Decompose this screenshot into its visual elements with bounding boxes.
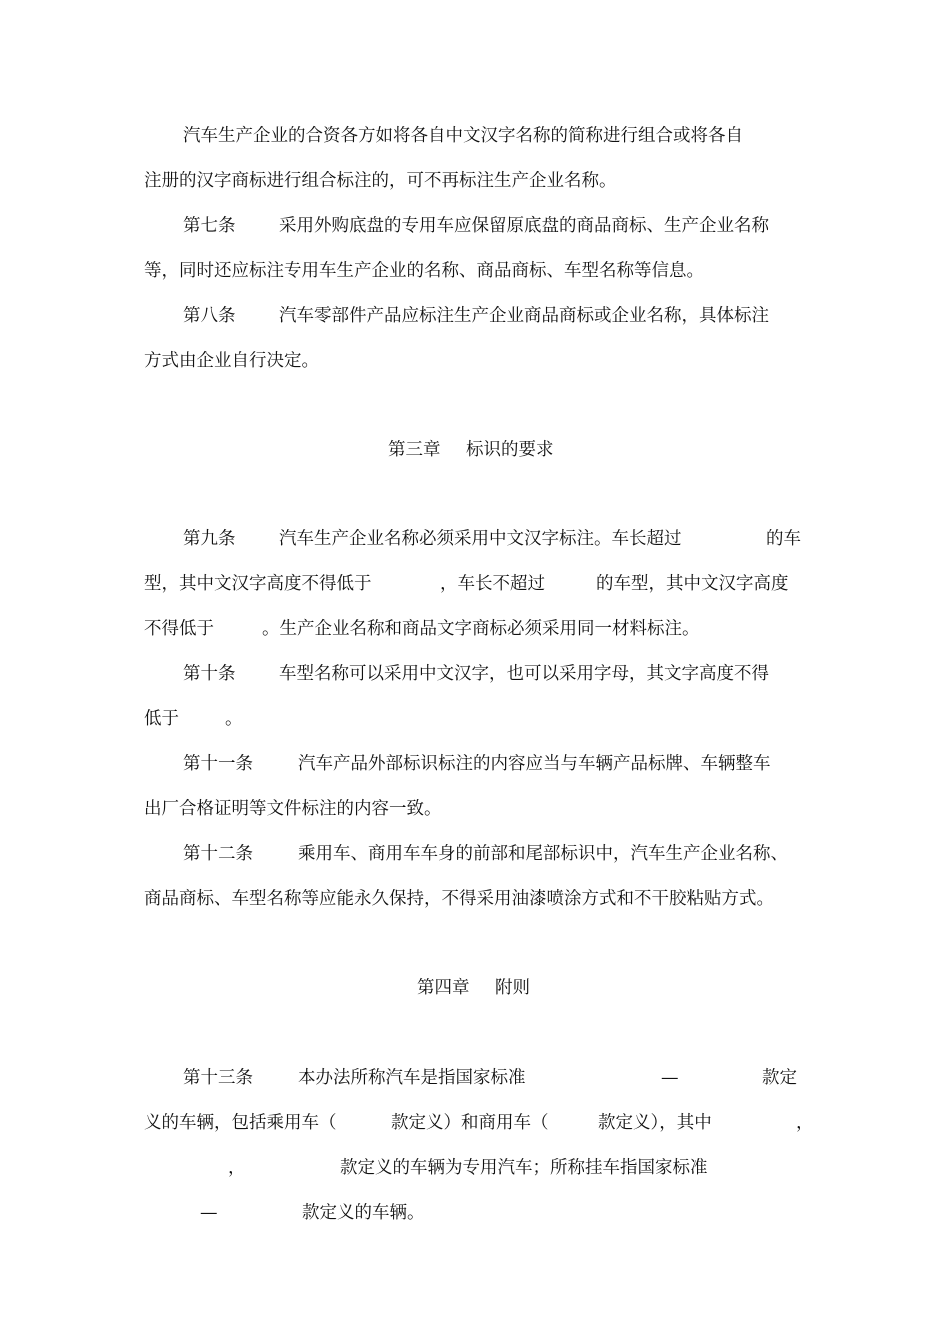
text-segment: 第九条	[183, 529, 236, 549]
text-segment: 款定	[762, 1068, 797, 1088]
text-segment: 款定义的车辆。	[302, 1203, 425, 1223]
text-segment: 型，其中文汉字高度不得低于	[144, 574, 372, 594]
text-segment: 第七条	[183, 216, 236, 236]
text-segment: 汽车生产企业的合资各方如将各自中文汉字名称的简称进行组合或将各自	[183, 126, 743, 146]
text-segment: 汽车生产企业名称必须采用中文汉字标注。车长超过	[279, 529, 682, 549]
text-segment: 的车	[766, 529, 801, 549]
text-segment: ，	[228, 1158, 246, 1178]
text-segment: 汽车零部件产品应标注生产企业商品商标或企业名称，具体标注	[279, 306, 769, 326]
text-segment: 标识的要求	[466, 440, 554, 460]
text-segment: 第十一条	[183, 754, 253, 774]
text-segment: 第十三条	[183, 1068, 253, 1088]
text-segment: 第十二条	[183, 844, 253, 864]
text-segment: 乘用车、商用车车身的前部和尾部标识中，汽车生产企业名称、	[298, 844, 788, 864]
text-segment: 出厂合格证明等文件标注的内容一致。	[144, 799, 442, 819]
text-segment: —	[661, 1068, 679, 1088]
text-segment: 车型名称可以采用中文汉字，也可以采用字母，其文字高度不得	[279, 664, 769, 684]
text-segment: 附则	[495, 978, 530, 998]
text-segment: 等，同时还应标注专用车生产企业的名称、商品商标、车型名称等信息。	[144, 261, 704, 281]
text-segment: 款定义）和商用车（	[391, 1113, 549, 1133]
text-segment: 汽车产品外部标识标注的内容应当与车辆产品标牌、车辆整车	[298, 754, 771, 774]
text-segment: 第四章	[417, 978, 470, 998]
text-segment: 。生产企业名称和商品文字商标必须采用同一材料标注。	[262, 619, 700, 639]
text-segment: —	[200, 1203, 218, 1223]
text-segment: 款定义），其中	[598, 1113, 712, 1133]
text-segment: 义的车辆，包括乘用车（	[144, 1113, 337, 1133]
text-segment: 款定义的车辆为专用汽车；所称挂车指国家标准	[340, 1158, 708, 1178]
text-segment: 。	[225, 709, 243, 729]
text-segment: 本办法所称汽车是指国家标准	[298, 1068, 526, 1088]
text-segment: 的车型，其中文汉字高度	[596, 574, 789, 594]
text-segment: 注册的汉字商标进行组合标注的，可不再标注生产企业名称。	[144, 171, 617, 191]
text-segment: 第十条	[183, 664, 236, 684]
text-segment: 商品商标、车型名称等应能永久保持，不得采用油漆喷涂方式和不干胶粘贴方式。	[144, 889, 774, 909]
text-segment: 第八条	[183, 306, 236, 326]
text-segment: 不得低于	[144, 619, 214, 639]
text-segment: 方式由企业自行决定。	[144, 351, 319, 371]
text-segment: 低于	[144, 709, 179, 729]
text-segment: ，车长不超过	[440, 574, 545, 594]
text-segment: ，	[796, 1113, 814, 1133]
text-segment: 采用外购底盘的专用车应保留原底盘的商品商标、生产企业名称	[279, 216, 769, 236]
text-segment: 第三章	[388, 440, 441, 460]
